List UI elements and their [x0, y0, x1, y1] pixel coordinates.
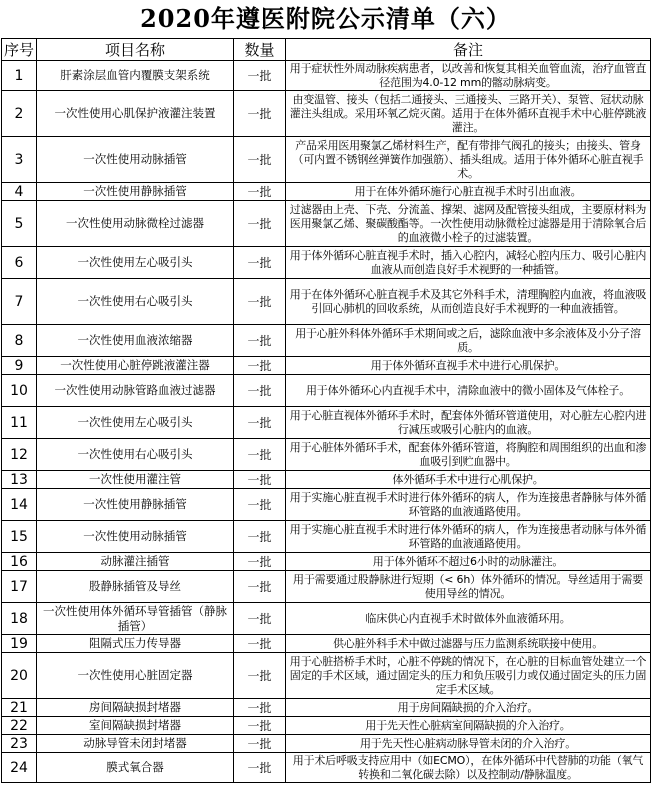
- row-quantity: 一批: [234, 521, 286, 553]
- row-quantity: 一批: [234, 247, 286, 279]
- row-remark: 用于实施心脏直视手术时进行体外循环的病人，作为连接患者动脉与体外循环管路的血液通路使用。: [286, 521, 651, 553]
- page-title: 2020年遵医附院公示清单（六）: [140, 4, 511, 33]
- row-number: 9: [2, 357, 37, 375]
- row-quantity: 一批: [234, 325, 286, 357]
- row-number: 24: [2, 753, 37, 783]
- row-remark: 用于实施心脏直视手术时进行体外循环的病人，作为连接患者静脉与体外循环管路的血液通路使用。: [286, 489, 651, 521]
- table-row: [2, 279, 651, 325]
- row-number: 16: [2, 553, 37, 571]
- row-quantity: 一批: [234, 489, 286, 521]
- table-row: [2, 471, 651, 489]
- row-quantity: 一批: [234, 439, 286, 471]
- table-row: [2, 603, 651, 635]
- row-item-name: 动脉导管未闭封堵器: [37, 735, 234, 753]
- row-item-name: 一次性使用心肌保护液灌注装置: [37, 91, 234, 137]
- row-item-name: 一次性使用血液浓缩器: [37, 325, 234, 357]
- row-remark: 用于心脏搭桥手术时，心脏不停跳的情况下，在心脏的目标血管处建立一个固定的手术区域，通过固定头的压力和负压吸引力或仅通过固定头的压力固定手术区域。: [286, 653, 651, 699]
- row-quantity: 一批: [234, 91, 286, 137]
- header-name: 项目名称: [37, 39, 234, 61]
- row-item-name: 室间隔缺损封堵器: [37, 717, 234, 735]
- row-remark: 用于心脏外科体外循环手术期间或之后，滤除血液中多余液体及小分子溶质。: [286, 325, 651, 357]
- row-quantity: 一批: [234, 137, 286, 183]
- row-item-name: 一次性使用静脉插管: [37, 489, 234, 521]
- table-row: [2, 183, 651, 201]
- row-number: 19: [2, 635, 37, 653]
- row-item-name: 一次性使用静脉插管: [37, 183, 234, 201]
- table-row: [2, 375, 651, 407]
- table-row: [2, 653, 651, 699]
- row-remark: 体外循环手术中进行心肌保护。: [286, 471, 651, 489]
- row-remark: 用于体外循环心脏直视手术时，插入心腔内，减轻心腔内压力、吸引心脏内血液从而创造良好手术视野的一种插管。: [286, 247, 651, 279]
- row-item-name: 膜式氧合器: [37, 753, 234, 783]
- row-number: 18: [2, 603, 37, 635]
- row-quantity: 一批: [234, 635, 286, 653]
- table-row: [2, 247, 651, 279]
- table-row: [2, 753, 651, 783]
- row-remark: 用于需要通过股静脉进行短期（< 6h）体外循环的情况。导丝适用于需要使用导丝的情况。: [286, 571, 651, 603]
- row-item-name: 一次性使用心脏固定器: [37, 653, 234, 699]
- row-quantity: 一批: [234, 357, 286, 375]
- row-number: 20: [2, 653, 37, 699]
- table-row: [2, 325, 651, 357]
- table-row: [2, 61, 651, 91]
- row-item-name: 一次性使用心脏停跳液灌注器: [37, 357, 234, 375]
- row-quantity: 一批: [234, 471, 286, 489]
- table-row: [2, 91, 651, 137]
- row-item-name: 一次性使用动脉微栓过滤器: [37, 201, 234, 247]
- row-item-name: 一次性使用左心吸引头: [37, 407, 234, 439]
- row-quantity: 一批: [234, 61, 286, 91]
- row-item-name: 一次性使用动脉插管: [37, 137, 234, 183]
- row-item-name: 阻隔式压力传导器: [37, 635, 234, 653]
- table-row: [2, 635, 651, 653]
- row-quantity: 一批: [234, 603, 286, 635]
- equipment-list-table: [1, 38, 651, 783]
- row-item-name: 股静脉插管及导丝: [37, 571, 234, 603]
- table-row: [2, 407, 651, 439]
- table-row: [2, 571, 651, 603]
- row-number: 22: [2, 717, 37, 735]
- row-quantity: 一批: [234, 571, 286, 603]
- row-number: 3: [2, 137, 37, 183]
- row-remark: 用于体外循环不超过6小时的动脉灌注。: [286, 553, 651, 571]
- row-quantity: 一批: [234, 753, 286, 783]
- row-quantity: 一批: [234, 407, 286, 439]
- row-remark: 由变温管、接头（包括二通接头、三通接头、三路开关）、泵管、冠状动脉灌注头组成。采用环氧乙烷灭菌。适用于在体外循环直视手术中心脏停跳液灌注。: [286, 91, 651, 137]
- table-row: [2, 553, 651, 571]
- row-item-name: 一次性使用体外循环导管插管（静脉插管）: [37, 603, 234, 635]
- row-item-name: 动脉灌注插管: [37, 553, 234, 571]
- table-row: [2, 137, 651, 183]
- table-header-row: [2, 39, 651, 61]
- row-item-name: 一次性使用动脉插管: [37, 521, 234, 553]
- row-number: 17: [2, 571, 37, 603]
- header-note: 备注: [286, 39, 651, 61]
- row-remark: 用于房间隔缺损的介入治疗。: [286, 699, 651, 717]
- table-row: [2, 201, 651, 247]
- row-quantity: 一批: [234, 375, 286, 407]
- row-quantity: 一批: [234, 201, 286, 247]
- row-number: 8: [2, 325, 37, 357]
- row-item-name: 肝素涂层血管内覆膜支架系统: [37, 61, 234, 91]
- table-row: [2, 439, 651, 471]
- row-remark: 过滤器由上壳、下壳、分流盖、撑架、滤网及配管接头组成，主要原材料为医用聚氯乙烯、聚碳酸酯等。一次性使用动脉微栓过滤器是用于清除氧合后的血液微小栓子的过滤装置。: [286, 201, 651, 247]
- row-number: 7: [2, 279, 37, 325]
- row-quantity: 一批: [234, 553, 286, 571]
- row-remark: 用于术后呼吸支持应用中（如ECMO），在体外循环中代替肺的功能（氧气转换和二氧化碳去除）以及控制动/静脉温度。: [286, 753, 651, 783]
- header-no: 序号: [2, 39, 37, 61]
- row-remark: 用于在体外循环施行心脏直视手术时引出血液。: [286, 183, 651, 201]
- row-number: 6: [2, 247, 37, 279]
- row-remark: 用于体外循环心内直视手术中，清除血液中的微小固体及气体栓子。: [286, 375, 651, 407]
- table-row: [2, 489, 651, 521]
- row-number: 1: [2, 61, 37, 91]
- row-remark: 临床供心内直视手术时做体外血液循环用。: [286, 603, 651, 635]
- row-remark: 用于先天性心脏病室间隔缺损的介入治疗。: [286, 717, 651, 735]
- table-row: [2, 357, 651, 375]
- row-quantity: 一批: [234, 653, 286, 699]
- table-body: [2, 61, 651, 783]
- row-number: 21: [2, 699, 37, 717]
- row-remark: 用于体外循环直视手术中进行心肌保护。: [286, 357, 651, 375]
- row-item-name: 房间隔缺损封堵器: [37, 699, 234, 717]
- row-item-name: 一次性使用左心吸引头: [37, 247, 234, 279]
- table-row: [2, 717, 651, 735]
- row-number: 13: [2, 471, 37, 489]
- row-number: 23: [2, 735, 37, 753]
- table-row: [2, 699, 651, 717]
- header-qty: 数量: [234, 39, 286, 61]
- row-remark: 用于症状性外周动脉疾病患者，以改善和恢复其相关血管血流，治疗血管直径范围为4.0-12 mm的髂动脉病变。: [286, 61, 651, 91]
- row-number: 2: [2, 91, 37, 137]
- row-quantity: 一批: [234, 717, 286, 735]
- row-remark: 用于心脏体外循环手术，配套体外循环管道，将胸腔和周围组织的出血和渗血吸引到贮血器中。: [286, 439, 651, 471]
- row-number: 12: [2, 439, 37, 471]
- row-quantity: 一批: [234, 183, 286, 201]
- row-number: 15: [2, 521, 37, 553]
- row-number: 10: [2, 375, 37, 407]
- row-quantity: 一批: [234, 279, 286, 325]
- row-remark: 用于在体外循环心脏直视手术及其它外科手术，清理胸腔内血液，将血液吸引回心肺机的回收系统，从而创造良好手术视野的一种血液插管。: [286, 279, 651, 325]
- row-item-name: 一次性使用右心吸引头: [37, 439, 234, 471]
- row-remark: 产品采用医用聚氯乙烯材料生产，配有带排气阀孔的接头；由接头、管身（可内置不锈钢丝弹簧作加强筋）、插头组成。适用于体外循环心脏直视手术。: [286, 137, 651, 183]
- row-remark: 用于先天性心脏病动脉导管未闭的介入治疗。: [286, 735, 651, 753]
- row-remark: 用于心脏直视体外循环手术时，配套体外循环管道使用，对心脏左心腔内进行减压或吸引心脏内的血液。: [286, 407, 651, 439]
- table-row: [2, 521, 651, 553]
- row-number: 11: [2, 407, 37, 439]
- row-quantity: 一批: [234, 735, 286, 753]
- row-quantity: 一批: [234, 699, 286, 717]
- row-number: 14: [2, 489, 37, 521]
- row-number: 4: [2, 183, 37, 201]
- row-number: 5: [2, 201, 37, 247]
- table-row: [2, 735, 651, 753]
- row-item-name: 一次性使用动脉管路血液过滤器: [37, 375, 234, 407]
- row-remark: 供心脏外科手术中做过滤器与压力监测系统联接中使用。: [286, 635, 651, 653]
- row-item-name: 一次性使用灌注管: [37, 471, 234, 489]
- row-item-name: 一次性使用右心吸引头: [37, 279, 234, 325]
